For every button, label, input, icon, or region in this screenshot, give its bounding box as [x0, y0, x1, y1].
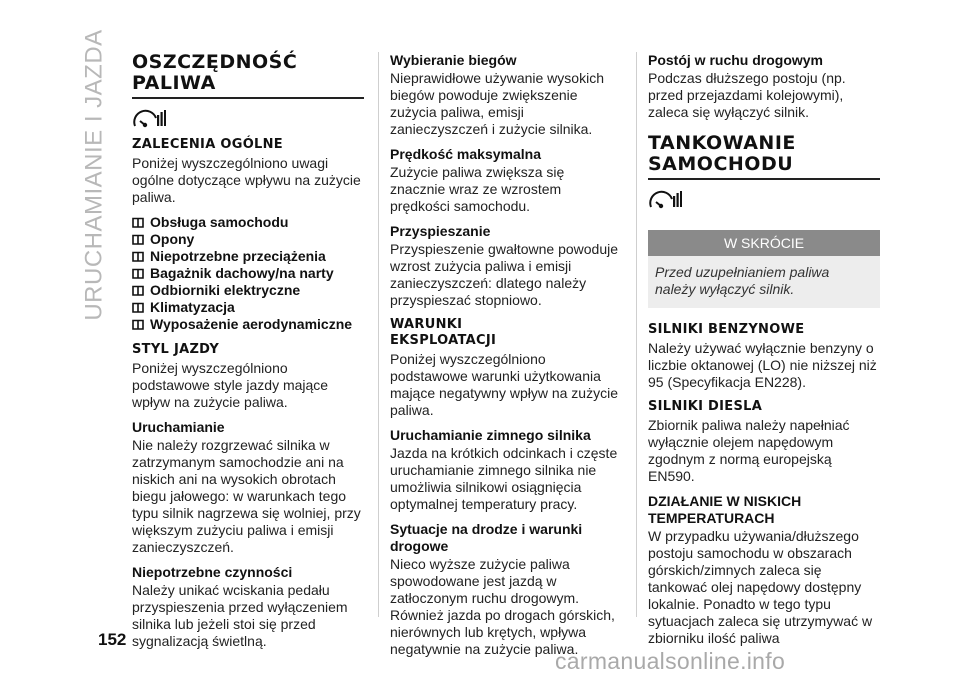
section-title-fuel-economy	[132, 52, 364, 94]
book-reference-icon	[132, 268, 144, 279]
operating-conditions-text: Poniżej wyszczególniono podstawowe warunki użytkowania mające negatywny wpływ na zużycie paliwa.	[390, 351, 618, 418]
chapter-side-tab-label: URUCHAMIANIE I JAZDA	[81, 28, 109, 321]
list-item	[132, 299, 364, 316]
list-item	[132, 282, 364, 299]
list-item-label: Obsługa samochodu	[150, 214, 289, 230]
traffic-road-conditions-text: Nieco wyższe zużycie paliwa spowodowane jest jazdą w zatłoczonym ruchu drogowym. Również jazda po drogach górskich, nierównych lub krętych, wpływa negatywnie na zużycie paliwa.	[390, 556, 615, 657]
book-reference-icon	[132, 319, 144, 330]
column-divider	[378, 52, 379, 617]
column-middle	[390, 52, 622, 666]
heading-cold-start: Uruchamianie zimnego silnika	[390, 427, 591, 443]
heading-traffic-stop: Postój w ruchu drogowym	[648, 52, 824, 68]
chapter-side-tab	[78, 28, 112, 321]
list-item-label: Bagażnik dachowy/na narty	[150, 265, 334, 281]
fuel-gauge-icon	[132, 109, 166, 129]
heading-operating-conditions	[390, 317, 622, 349]
section-title-line-1: TANKOWANIE	[648, 132, 796, 154]
list-item	[132, 316, 364, 333]
book-reference-icon	[132, 302, 144, 313]
list-item-label: Odbiorniki elektryczne	[150, 282, 301, 298]
heading-driving-style: STYL JAZDY	[132, 342, 220, 357]
heading-line-2: TEMPERATURACH	[648, 510, 775, 526]
title-underline	[132, 97, 364, 99]
petrol-engines-text: Należy używać wyłącznie benzyny o liczbie oktanowej (LO) nie niższej niż 95 (Specyfikacja EN228).	[648, 340, 877, 390]
column-divider	[636, 52, 637, 617]
book-reference-icon	[132, 234, 144, 245]
book-reference-icon	[132, 217, 144, 228]
gear-selection-text: Nieprawidłowe używanie wysokich biegów powoduje zwiększenie zużycia paliwa, emisji zanieczyszczeń i zużycie silnika.	[390, 70, 604, 137]
heading-line-1: WARUNKI	[390, 317, 463, 332]
traffic-stop-text: Podczas dłuższego postoju (np. przed przejazdami kolejowymi), zaleca się wyłączyć silnik.	[648, 70, 846, 120]
diesel-engines-text: Zbiornik paliwa należy napełniać wyłącznie olejem napędowym zgodnym z normą europejską EN590.	[648, 417, 850, 484]
heading-low-temperature	[648, 493, 880, 527]
heading-line-1: DZIAŁANIE W NISKICH	[648, 493, 802, 509]
list-item	[132, 265, 364, 282]
heading-gear-selection: Wybieranie biegów	[390, 52, 517, 68]
heading-acceleration: Przyspieszanie	[390, 223, 491, 239]
heading-starting: Uruchamianie	[132, 419, 225, 435]
fuel-gauge-icon	[648, 190, 682, 210]
list-item	[132, 231, 364, 248]
starting-text: Nie należy rozgrzewać silnika w zatrzymanym samochodzie ani na niskich ani na wysokich obrotach biegu jałowego: w warunkach tego typu silnik nagrzewa się wolniej, przy większym zużyciu paliwa i emisji zanieczyszczeń.	[132, 437, 361, 555]
list-item-label: Niepotrzebne przeciążenia	[150, 248, 326, 264]
summary-box-text: Przed uzupełnianiem paliwa należy wyłączyć silnik.	[648, 256, 880, 308]
section-title-line-1: OSZCZĘDNOŚĆ	[132, 51, 298, 73]
column-left	[132, 52, 364, 658]
low-temperature-text: W przypadku używania/dłuższego postoju samochodu w obszarach górskich/zimnych zaleca się tankować olej napędowy dostępny lokalnie. Ponadto w tego typu sytuacjach zaleca się utrzymywać w zbiorniku ilość paliwa	[648, 528, 873, 646]
heading-unnecessary-actions: Niepotrzebne czynności	[132, 564, 293, 580]
heading-line-2: EKSPLOATACJI	[390, 333, 497, 348]
general-recommendations-text: Poniżej wyszczególniono uwagi ogólne dotyczące wpływu na zużycie paliwa.	[132, 155, 361, 205]
list-item-label: Wyposażenie aerodynamiczne	[150, 316, 353, 332]
section-title-refuelling	[648, 133, 880, 175]
title-underline	[648, 178, 880, 180]
book-reference-icon	[132, 285, 144, 296]
unnecessary-actions-text: Należy unikać wciskania pedału przyspieszenia przed wyłączeniem silnika lub jeżeli stoi się przed sygnalizacją świetlną.	[132, 582, 348, 649]
heading-general-recommendations: ZALECENIA OGÓLNE	[132, 137, 283, 152]
driving-style-text: Poniżej wyszczególniono podstawowe style jazdy mające wpływ na zużycie paliwa.	[132, 360, 329, 410]
book-reference-icon	[132, 251, 144, 262]
heading-petrol-engines: SILNIKI BENZYNOWE	[648, 322, 805, 337]
section-title-line-2: PALIWA	[132, 72, 216, 94]
column-right	[648, 52, 880, 655]
summary-box-title: W SKRÓCIE	[648, 230, 880, 256]
list-item	[132, 214, 364, 231]
heading-diesel-engines: SILNIKI DIESLA	[648, 399, 763, 414]
heading-max-speed: Prędkość maksymalna	[390, 146, 541, 162]
acceleration-text: Przyspieszenie gwałtowne powoduje wzrost zużycia paliwa i emisji zanieczyszczeń: dlatego należy przyspieszać stopniowo.	[390, 241, 619, 308]
factors-checklist	[132, 214, 364, 333]
watermark: carmanualsonline.info	[555, 648, 786, 674]
page-number: 152	[98, 630, 127, 649]
heading-traffic-road-conditions: Sytuacje na drodze i warunki drogowe	[390, 521, 583, 554]
cold-start-text: Jazda na krótkich odcinkach i częste uruchamianie zimnego silnika nie umożliwia silnikowi osiągnięcia optymalnej temperatury pracy.	[390, 445, 618, 512]
list-item-label: Opony	[150, 231, 195, 247]
list-item-label: Klimatyzacja	[150, 299, 235, 315]
section-title-line-2: SAMOCHODU	[648, 153, 794, 175]
max-speed-text: Zużycie paliwa zwiększa się znacznie wraz ze wzrostem prędkości samochodu.	[390, 164, 565, 214]
list-item	[132, 248, 364, 265]
